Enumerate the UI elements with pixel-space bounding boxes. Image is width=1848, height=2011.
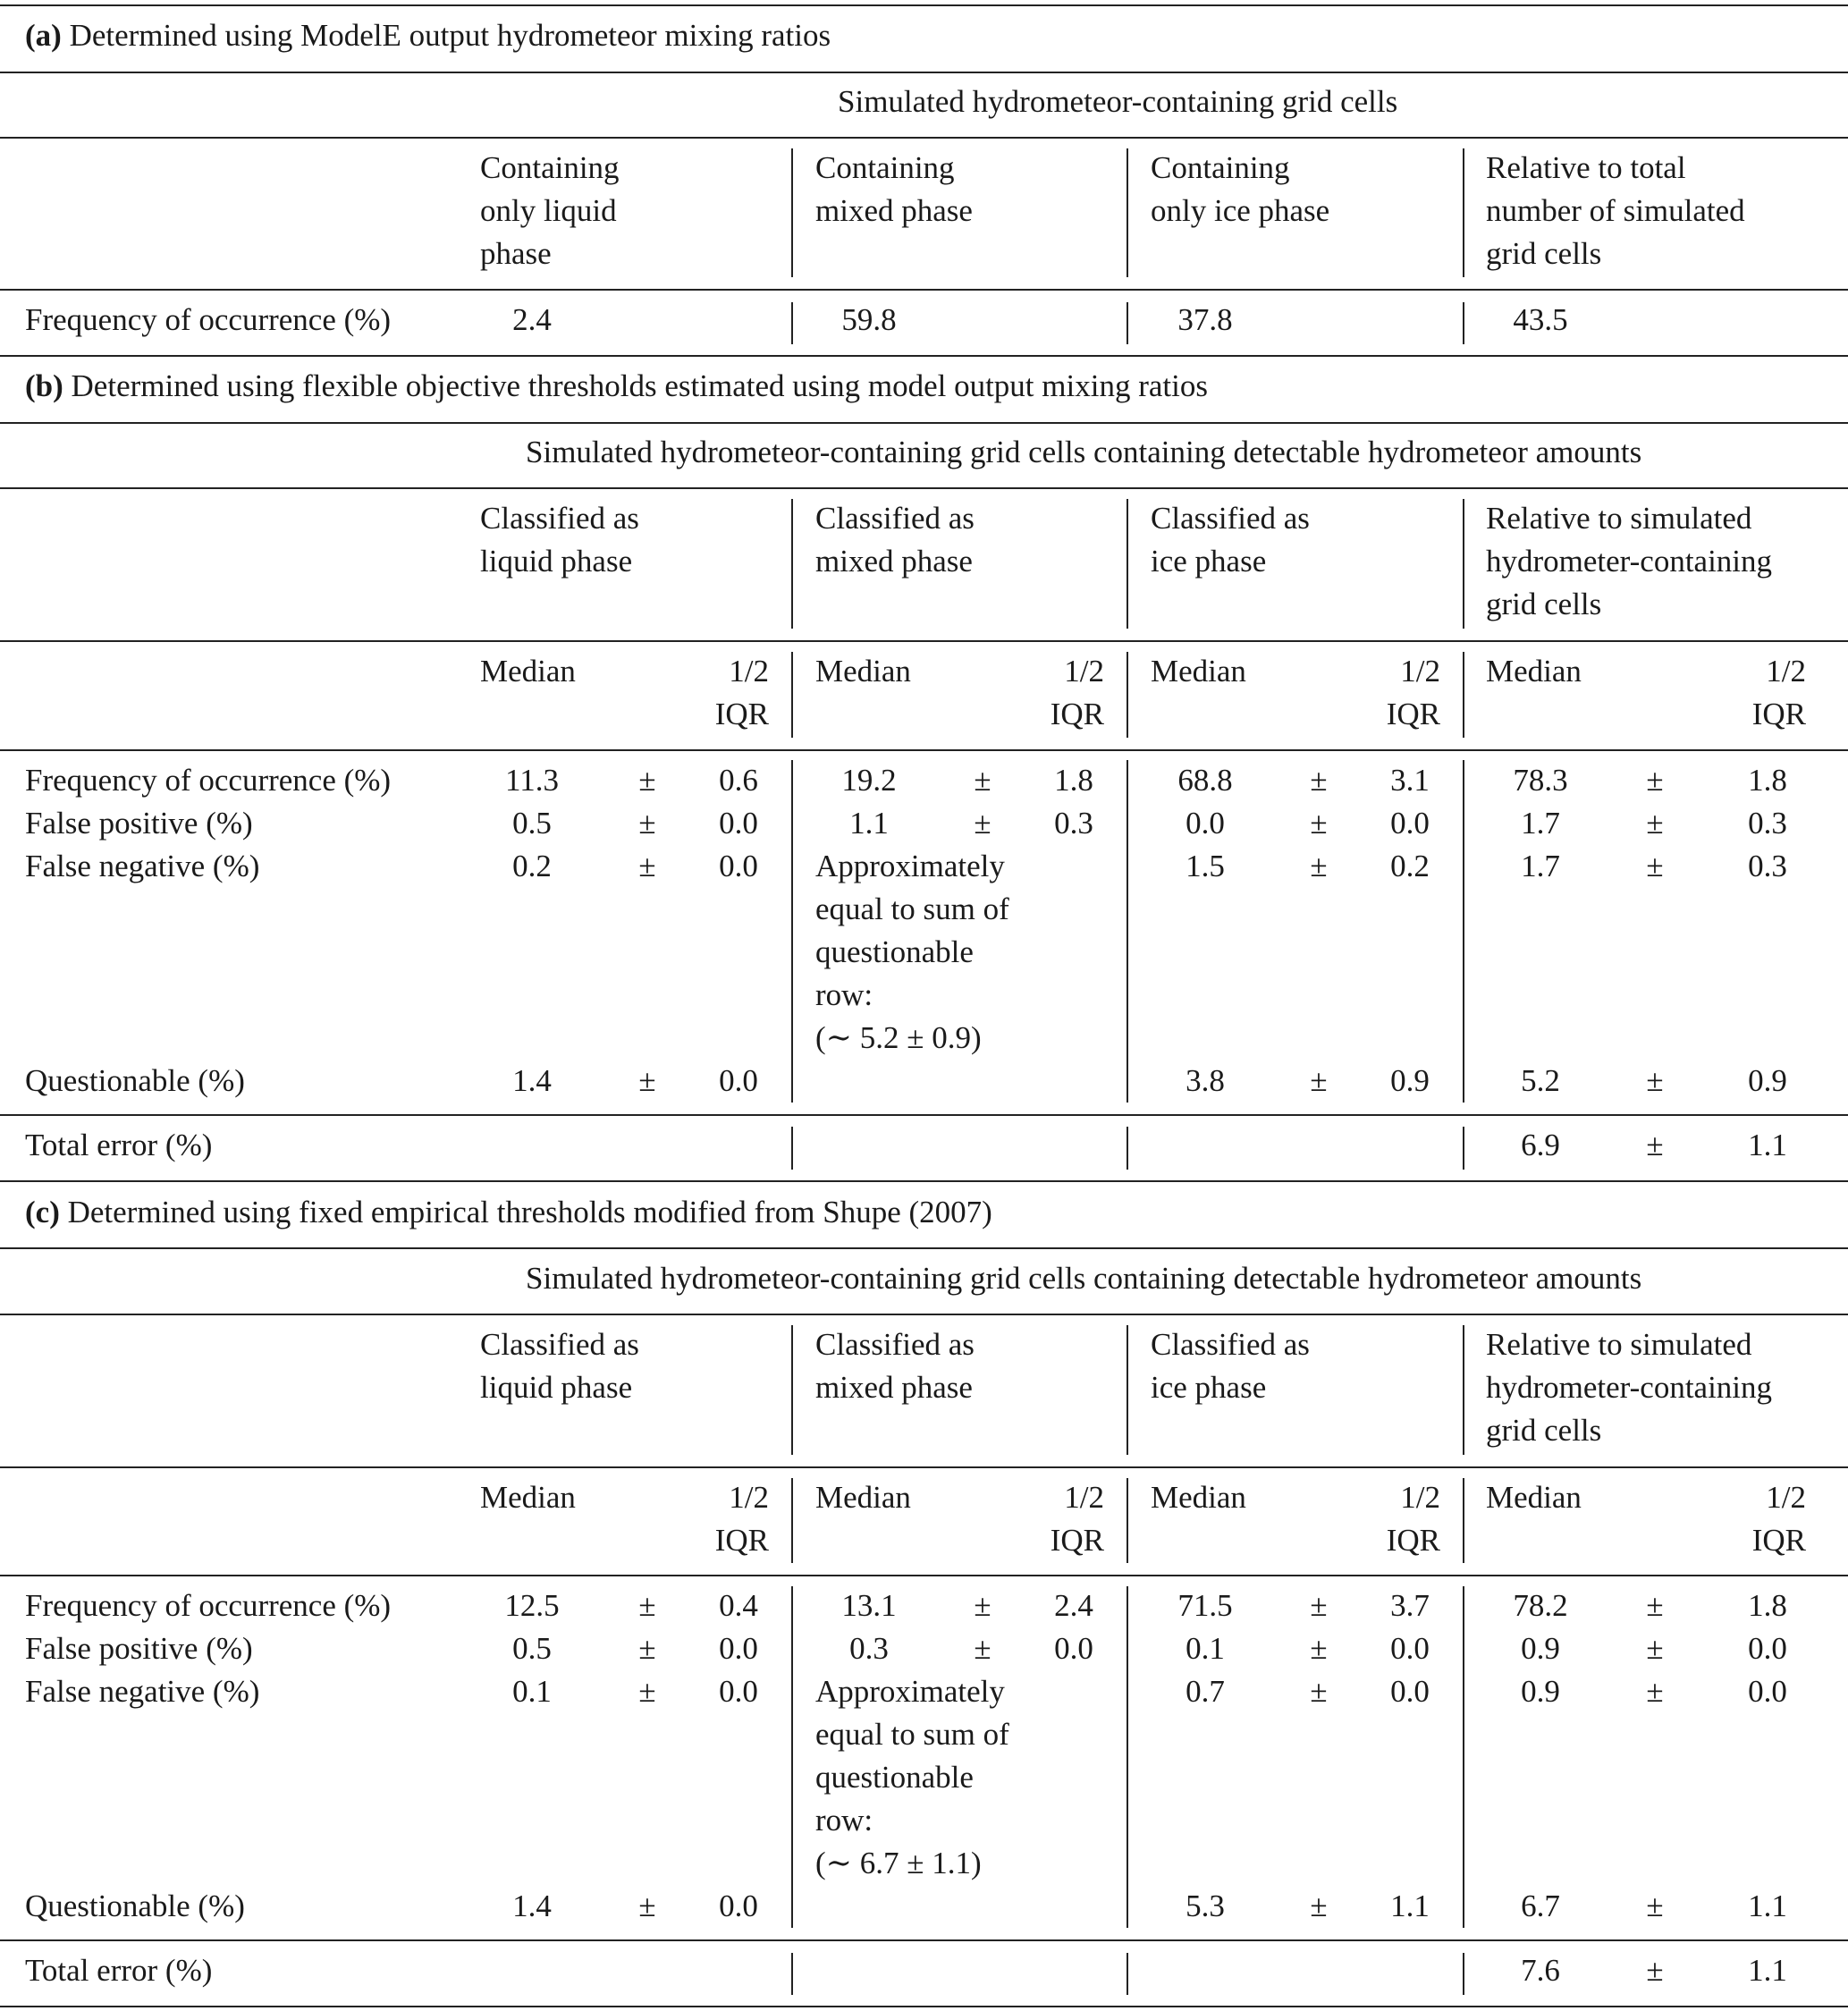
header-ice: Classified as ice phase bbox=[1151, 1327, 1310, 1405]
plus-minus: ± bbox=[1310, 763, 1328, 798]
column-separator bbox=[1463, 1325, 1464, 1455]
plus-minus: ± bbox=[638, 763, 656, 798]
header-ice: Containing only ice phase bbox=[1151, 150, 1330, 228]
mixed-note: Approximately equal to sum of questionable row: (∼ 6.7 ± 1.1) bbox=[815, 1674, 1009, 1880]
median-value: 6.9 bbox=[1521, 1128, 1560, 1162]
plus-minus: ± bbox=[1646, 849, 1664, 883]
plus-minus: ± bbox=[638, 1631, 656, 1666]
rule-line bbox=[0, 1247, 1848, 1249]
value-ice: 37.8 bbox=[1177, 302, 1233, 337]
section-title: Determined using ModelE output hydrometeor mixing ratios bbox=[61, 18, 831, 53]
median-header: Median bbox=[1486, 1480, 1582, 1515]
iqr-value: 0.0 bbox=[1390, 1674, 1430, 1709]
header-mixed: Containing mixed phase bbox=[815, 150, 973, 228]
median-value: 68.8 bbox=[1177, 763, 1233, 798]
rule-line bbox=[0, 1114, 1848, 1116]
rule-line bbox=[0, 1466, 1848, 1468]
plus-minus: ± bbox=[1646, 1588, 1664, 1623]
plus-minus: ± bbox=[974, 763, 992, 798]
column-separator bbox=[1463, 760, 1464, 1103]
plus-minus: ± bbox=[638, 1588, 656, 1623]
iqr-value: 1.8 bbox=[1054, 763, 1093, 798]
median-header: Median bbox=[815, 1480, 911, 1515]
plus-minus: ± bbox=[1646, 1063, 1664, 1098]
median-value: 19.2 bbox=[841, 763, 897, 798]
rule-line bbox=[0, 640, 1848, 642]
iqr-value: 3.7 bbox=[1390, 1588, 1430, 1623]
iqr-value: 2.4 bbox=[1054, 1588, 1093, 1623]
row-label: False negative (%) bbox=[25, 849, 260, 883]
median-value: 0.2 bbox=[512, 849, 552, 883]
bottom-rule bbox=[0, 2006, 1848, 2007]
rule-line bbox=[0, 72, 1848, 73]
iqr-header: 1/2 IQR bbox=[714, 1480, 769, 1558]
mixed-note: Approximately equal to sum of questionable row: (∼ 5.2 ± 0.9) bbox=[815, 849, 1009, 1055]
median-header: Median bbox=[1151, 654, 1246, 689]
median-value: 1.1 bbox=[849, 806, 889, 841]
median-header: Median bbox=[480, 1480, 576, 1515]
value-relative: 43.5 bbox=[1513, 302, 1568, 337]
column-separator bbox=[1127, 302, 1128, 344]
plus-minus: ± bbox=[1646, 806, 1664, 841]
row-label: Frequency of occurrence (%) bbox=[25, 763, 392, 798]
iqr-header: 1/2 IQR bbox=[1751, 654, 1806, 731]
iqr-value: 0.0 bbox=[1390, 1631, 1430, 1666]
plus-minus: ± bbox=[1310, 1588, 1328, 1623]
row-label: Total error (%) bbox=[25, 1953, 213, 1988]
column-separator bbox=[791, 1478, 793, 1563]
iqr-value: 0.0 bbox=[719, 1631, 758, 1666]
iqr-value: 0.9 bbox=[1748, 1063, 1787, 1098]
iqr-value: 1.1 bbox=[1748, 1128, 1787, 1162]
rule-line bbox=[0, 137, 1848, 139]
median-value: 0.7 bbox=[1186, 1674, 1225, 1709]
section-label: (a) bbox=[25, 18, 62, 53]
header-relative: Relative to simulated hydrometer-containing grid cells bbox=[1486, 1327, 1773, 1448]
iqr-value: 0.9 bbox=[1390, 1063, 1430, 1098]
column-separator bbox=[1463, 1478, 1464, 1563]
iqr-value: 1.1 bbox=[1748, 1953, 1787, 1988]
header-mixed: Classified as mixed phase bbox=[815, 1327, 975, 1405]
top-rule bbox=[0, 4, 1848, 6]
column-separator bbox=[791, 652, 793, 738]
column-separator bbox=[791, 148, 793, 277]
row-label: False positive (%) bbox=[25, 1631, 253, 1666]
iqr-value: 1.1 bbox=[1748, 1888, 1787, 1923]
median-value: 78.3 bbox=[1513, 763, 1568, 798]
iqr-value: 0.0 bbox=[1748, 1674, 1787, 1709]
iqr-value: 0.0 bbox=[719, 1063, 758, 1098]
plus-minus: ± bbox=[1646, 763, 1664, 798]
median-value: 0.5 bbox=[512, 806, 552, 841]
median-header: Median bbox=[1486, 654, 1582, 689]
plus-minus: ± bbox=[974, 1631, 992, 1666]
column-separator bbox=[1463, 1586, 1464, 1928]
iqr-header: 1/2 IQR bbox=[1050, 654, 1104, 731]
iqr-value: 3.1 bbox=[1390, 763, 1430, 798]
median-value: 0.3 bbox=[849, 1631, 889, 1666]
column-separator bbox=[791, 1325, 793, 1455]
plus-minus: ± bbox=[974, 1588, 992, 1623]
header-mixed: Classified as mixed phase bbox=[815, 501, 975, 579]
column-separator bbox=[1463, 1953, 1464, 1995]
iqr-value: 0.3 bbox=[1748, 849, 1787, 883]
median-value: 1.7 bbox=[1521, 806, 1560, 841]
header-relative: Relative to simulated hydrometer-containing grid cells bbox=[1486, 501, 1773, 621]
header-relative: Relative to total number of simulated grid cells bbox=[1486, 150, 1745, 271]
iqr-value: 1.8 bbox=[1748, 763, 1787, 798]
plus-minus: ± bbox=[638, 806, 656, 841]
row-label: Frequency of occurrence (%) bbox=[25, 302, 392, 337]
rule-line bbox=[0, 487, 1848, 489]
median-value: 0.9 bbox=[1521, 1631, 1560, 1666]
rule-line bbox=[0, 422, 1848, 424]
median-value: 0.1 bbox=[1186, 1631, 1225, 1666]
plus-minus: ± bbox=[1310, 1888, 1328, 1923]
median-value: 11.3 bbox=[505, 763, 559, 798]
column-separator bbox=[791, 1127, 793, 1170]
iqr-value: 0.0 bbox=[1390, 806, 1430, 841]
span-header: Simulated hydrometeor-containing grid cells bbox=[838, 84, 1398, 119]
column-separator bbox=[1463, 652, 1464, 738]
plus-minus: ± bbox=[1646, 1888, 1664, 1923]
iqr-value: 0.0 bbox=[719, 1888, 758, 1923]
plus-minus: ± bbox=[638, 1063, 656, 1098]
section-label: (c) bbox=[25, 1195, 60, 1229]
iqr-value: 0.0 bbox=[719, 849, 758, 883]
column-separator bbox=[1127, 1127, 1128, 1170]
header-liquid: Containing only liquid phase bbox=[480, 150, 620, 271]
header-liquid: Classified as liquid phase bbox=[480, 501, 639, 579]
median-header: Median bbox=[1151, 1480, 1246, 1515]
plus-minus: ± bbox=[1310, 849, 1328, 883]
column-separator bbox=[791, 1586, 793, 1928]
column-separator bbox=[791, 760, 793, 1103]
column-separator bbox=[1127, 652, 1128, 738]
header-liquid: Classified as liquid phase bbox=[480, 1327, 639, 1405]
iqr-value: 0.0 bbox=[719, 1674, 758, 1709]
plus-minus: ± bbox=[974, 806, 992, 841]
rule-line bbox=[0, 1180, 1848, 1182]
rule-line bbox=[0, 749, 1848, 751]
header-ice: Classified as ice phase bbox=[1151, 501, 1310, 579]
median-value: 12.5 bbox=[504, 1588, 560, 1623]
value-liquid: 2.4 bbox=[512, 302, 552, 337]
median-value: 0.1 bbox=[512, 1674, 552, 1709]
plus-minus: ± bbox=[1310, 1674, 1328, 1709]
median-value: 1.7 bbox=[1521, 849, 1560, 883]
column-separator bbox=[1127, 148, 1128, 277]
column-separator bbox=[1463, 1127, 1464, 1170]
iqr-value: 1.8 bbox=[1748, 1588, 1787, 1623]
iqr-header: 1/2 IQR bbox=[1050, 1480, 1104, 1558]
rule-line bbox=[0, 1314, 1848, 1315]
median-value: 7.6 bbox=[1521, 1953, 1560, 1988]
plus-minus: ± bbox=[1646, 1953, 1664, 1988]
median-value: 71.5 bbox=[1177, 1588, 1233, 1623]
section-caption bbox=[25, 14, 831, 57]
median-value: 5.2 bbox=[1521, 1063, 1560, 1098]
row-label: Frequency of occurrence (%) bbox=[25, 1588, 392, 1623]
median-value: 0.5 bbox=[512, 1631, 552, 1666]
section-caption bbox=[25, 365, 1208, 408]
rule-line bbox=[0, 289, 1848, 291]
plus-minus: ± bbox=[638, 1674, 656, 1709]
plus-minus: ± bbox=[1646, 1674, 1664, 1709]
iqr-value: 0.0 bbox=[1054, 1631, 1093, 1666]
iqr-value: 0.6 bbox=[719, 763, 758, 798]
column-separator bbox=[1463, 148, 1464, 277]
value-mixed: 59.8 bbox=[841, 302, 897, 337]
iqr-value: 0.3 bbox=[1054, 806, 1093, 841]
span-header: Simulated hydrometeor-containing grid cells containing detectable hydrometeor amounts bbox=[526, 435, 1642, 469]
column-separator bbox=[1127, 1953, 1128, 1995]
plus-minus: ± bbox=[1310, 1631, 1328, 1666]
median-value: 1.4 bbox=[512, 1063, 552, 1098]
section-title: Determined using flexible objective thresholds estimated using model output mixing ratios bbox=[63, 368, 1208, 403]
rule-line bbox=[0, 355, 1848, 357]
plus-minus: ± bbox=[638, 1888, 656, 1923]
median-header: Median bbox=[480, 654, 576, 689]
column-separator bbox=[791, 1953, 793, 1995]
plus-minus: ± bbox=[1646, 1631, 1664, 1666]
median-value: 0.9 bbox=[1521, 1674, 1560, 1709]
iqr-value: 0.3 bbox=[1748, 806, 1787, 841]
median-value: 0.0 bbox=[1186, 806, 1225, 841]
iqr-value: 0.4 bbox=[719, 1588, 758, 1623]
row-label: Total error (%) bbox=[25, 1128, 213, 1162]
rule-line bbox=[0, 1939, 1848, 1941]
section-title: Determined using fixed empirical thresholds modified from Shupe (2007) bbox=[59, 1195, 992, 1229]
row-label: Questionable (%) bbox=[25, 1063, 245, 1098]
median-value: 78.2 bbox=[1513, 1588, 1568, 1623]
iqr-value: 0.0 bbox=[1748, 1631, 1787, 1666]
column-separator bbox=[1463, 499, 1464, 629]
iqr-value: 1.1 bbox=[1390, 1888, 1430, 1923]
iqr-value: 0.0 bbox=[719, 806, 758, 841]
column-separator bbox=[1463, 302, 1464, 344]
row-label: Questionable (%) bbox=[25, 1888, 245, 1923]
iqr-header: 1/2 IQR bbox=[714, 654, 769, 731]
median-value: 1.4 bbox=[512, 1888, 552, 1923]
iqr-value: 0.2 bbox=[1390, 849, 1430, 883]
span-header: Simulated hydrometeor-containing grid cells containing detectable hydrometeor amounts bbox=[526, 1261, 1642, 1296]
median-value: 1.5 bbox=[1186, 849, 1225, 883]
plus-minus: ± bbox=[1310, 806, 1328, 841]
section-caption bbox=[25, 1191, 992, 1234]
row-label: False negative (%) bbox=[25, 1674, 260, 1709]
median-header: Median bbox=[815, 654, 911, 689]
column-separator bbox=[1127, 1478, 1128, 1563]
plus-minus: ± bbox=[1646, 1128, 1664, 1162]
median-value: 3.8 bbox=[1186, 1063, 1225, 1098]
iqr-header: 1/2 IQR bbox=[1386, 1480, 1440, 1558]
median-value: 6.7 bbox=[1521, 1888, 1560, 1923]
median-value: 13.1 bbox=[841, 1588, 897, 1623]
column-separator bbox=[1127, 1325, 1128, 1455]
row-label: False positive (%) bbox=[25, 806, 253, 841]
column-separator bbox=[791, 302, 793, 344]
median-value: 5.3 bbox=[1186, 1888, 1225, 1923]
column-separator bbox=[1127, 1586, 1128, 1928]
column-separator bbox=[1127, 499, 1128, 629]
iqr-header: 1/2 IQR bbox=[1751, 1480, 1806, 1558]
rule-line bbox=[0, 1575, 1848, 1576]
plus-minus: ± bbox=[1310, 1063, 1328, 1098]
plus-minus: ± bbox=[638, 849, 656, 883]
column-separator bbox=[791, 499, 793, 629]
column-separator bbox=[1127, 760, 1128, 1103]
iqr-header: 1/2 IQR bbox=[1386, 654, 1440, 731]
section-label: (b) bbox=[25, 368, 63, 403]
